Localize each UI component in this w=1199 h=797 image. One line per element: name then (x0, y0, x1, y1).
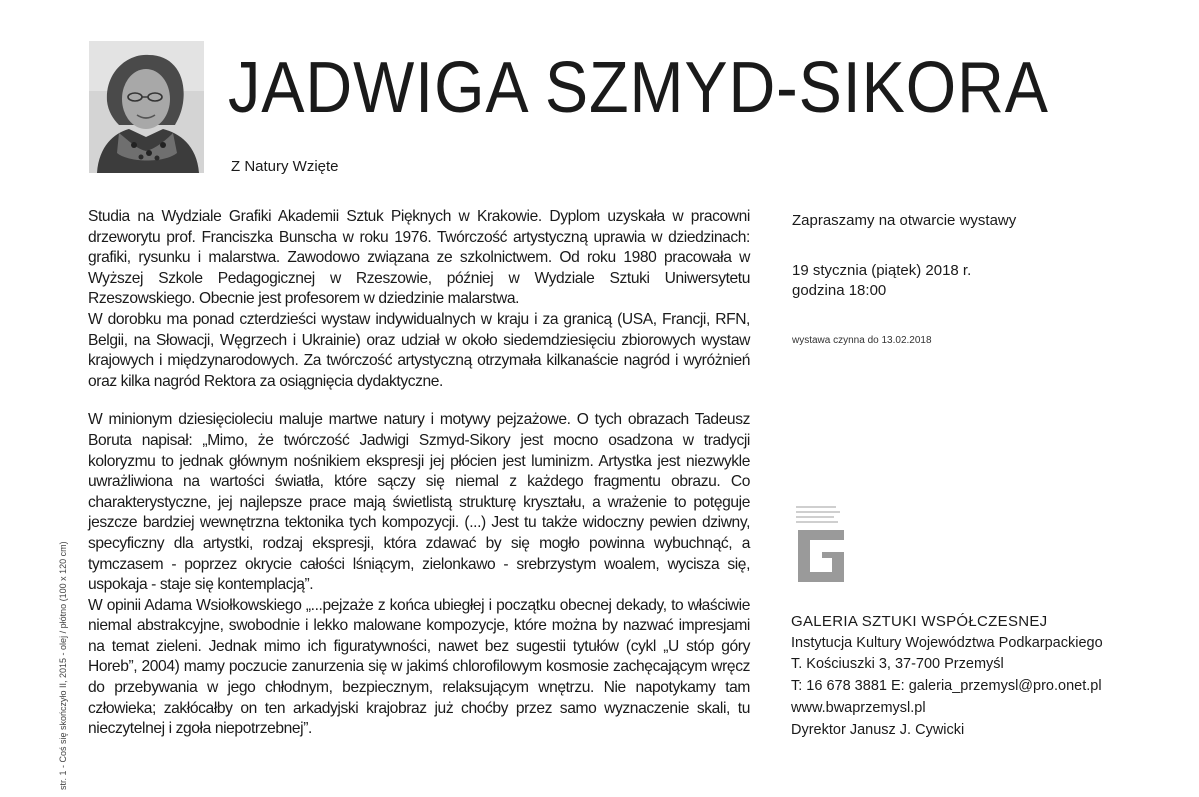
bio-paragraph: W dorobku ma ponad czterdzieści wystaw indywidualnych w kraju i za granicą (USA, Francji, RFN, Belgii, na Słowacji, Węgrzech i Ukrainie) oraz udział w około siedemdziesięciu zbiorowych wystaw krajowych i międzynarodowych. Za twórczość artystyczną otrzymała kilkanaście nagród i wyróżnień oraz kilka nagród Rektora za osiągnięcia dydaktyczne. (88, 310, 750, 390)
invitation-text: Zapraszamy na otwarcie wystawy (792, 212, 1017, 229)
bio-paragraph: W minionym dziesięcioleciu maluje martwe natury i motywy pejzażowe. O tych obrazach Tadeusz Boruta napisał: „Mimo, że twórczość Jadwigi Szmyd-Sikory jest mocno osadzona w tradycji koloryzmu to jednak głównym nośnikiem ekspresji jej płócien jest luminizm. Artystka jest niezwykle uwrażliwiona na wartości światła, które sączy się niemal z każdego fragmentu obrazu. Co charakterystyczne, jej najlepsze prace mają świetlistą strukturę kryształu, a wrażenie to potęguje jeszcze bardziej wewnętrzna tektonika tych kompozycji. (...) Jest tu także widoczny pewien dziwny, specyficzny dla artystki, rodzaj ekspresji, która zdawać by się mogło powinna wybuchnąć, a tymczasem - poprzez okrycie całości lśniącym, zielonkawo - srebrzystym woalem, wycisza się, uspokaja - staje się kontemplacją”. (88, 411, 750, 594)
artist-biography (88, 207, 750, 740)
exhibition-duration: wystawa czynna do 13.02.2018 (792, 335, 932, 346)
opening-date: 19 stycznia (piątek) 2018 r. (792, 262, 972, 279)
artist-name-heading: JADWIGA SZMYD-SIKORA (228, 48, 1049, 128)
opening-time: godzina 18:00 (792, 282, 887, 299)
exhibition-subtitle: Z Natury Wzięte (231, 158, 339, 175)
portrait-icon (89, 41, 204, 173)
gallery-logo-icon (796, 506, 856, 586)
gallery-g-logo (796, 506, 856, 586)
gallery-director: Dyrektor Janusz J. Cywicki (791, 721, 965, 738)
gallery-institution: Instytucja Kultury Województwa Podkarpackiego (791, 634, 1103, 651)
gallery-contact: T: 16 678 3881 E: galeria_przemysl@pro.onet.pl (791, 678, 1102, 695)
artist-portrait-photo (89, 41, 204, 173)
opening-details (792, 261, 971, 301)
bio-paragraph: Studia na Wydziale Grafiki Akademii Sztuk Pięknych w Krakowie. Dyplom uzyskała w pracowni drzeworytu prof. Franciszka Bunscha w roku 1976. Twórczość artystyczną uprawia w dziedzinach: grafiki, rysunku i malarstwa. Zawodowo związana ze szkolnictwem. Od roku 1980 pracowała w Wyższej Szkole Pedagogicznej w Rzeszowie, później w Wydziale Sztuki Uniwersytetu Rzeszowskiego. Obecnie jest profesorem w dziedzinie malarstwa. (88, 208, 750, 308)
cover-artwork-caption: str. 1 - Coś się skończyło II, 2015 - olej / płótno (100 x 120 cm) (58, 541, 68, 790)
gallery-website: www.bwaprzemysl.pl (791, 699, 926, 716)
gallery-address: T. Kościuszki 3, 37-700 Przemyśl (791, 656, 1004, 673)
gallery-contact-block (791, 611, 1103, 741)
gallery-name: GALERIA SZTUKI WSPÓŁCZESNEJ (791, 613, 1048, 630)
bio-paragraph: W opinii Adama Wsiołkowskiego „...pejzaże z końca ubiegłej i początku obecnej dekady, to właściwie niemal abstrakcyjne, swobodnie i lekko malowane kompozycje, które można by nazwać impresjami na temat zieleni. Jednak mimo ich figuratywności, nawet bez sugestii tytułów (cykl „U stóp góry Horeb”, 2004) mamy poczucie zanurzenia się w jakimś chlorofilowym kosmosie zachęcającym wręcz do przebywania w jego chłodnym, bezpiecznym, relaksującym wnętrzu. Nie napotykamy tam człowieka; zakłócałby on ten arkadyjski krajobraz już choćby przez samo wyznaczenie skali, tu nieczytelnej i zgoła niepotrzebnej”. (88, 596, 750, 738)
